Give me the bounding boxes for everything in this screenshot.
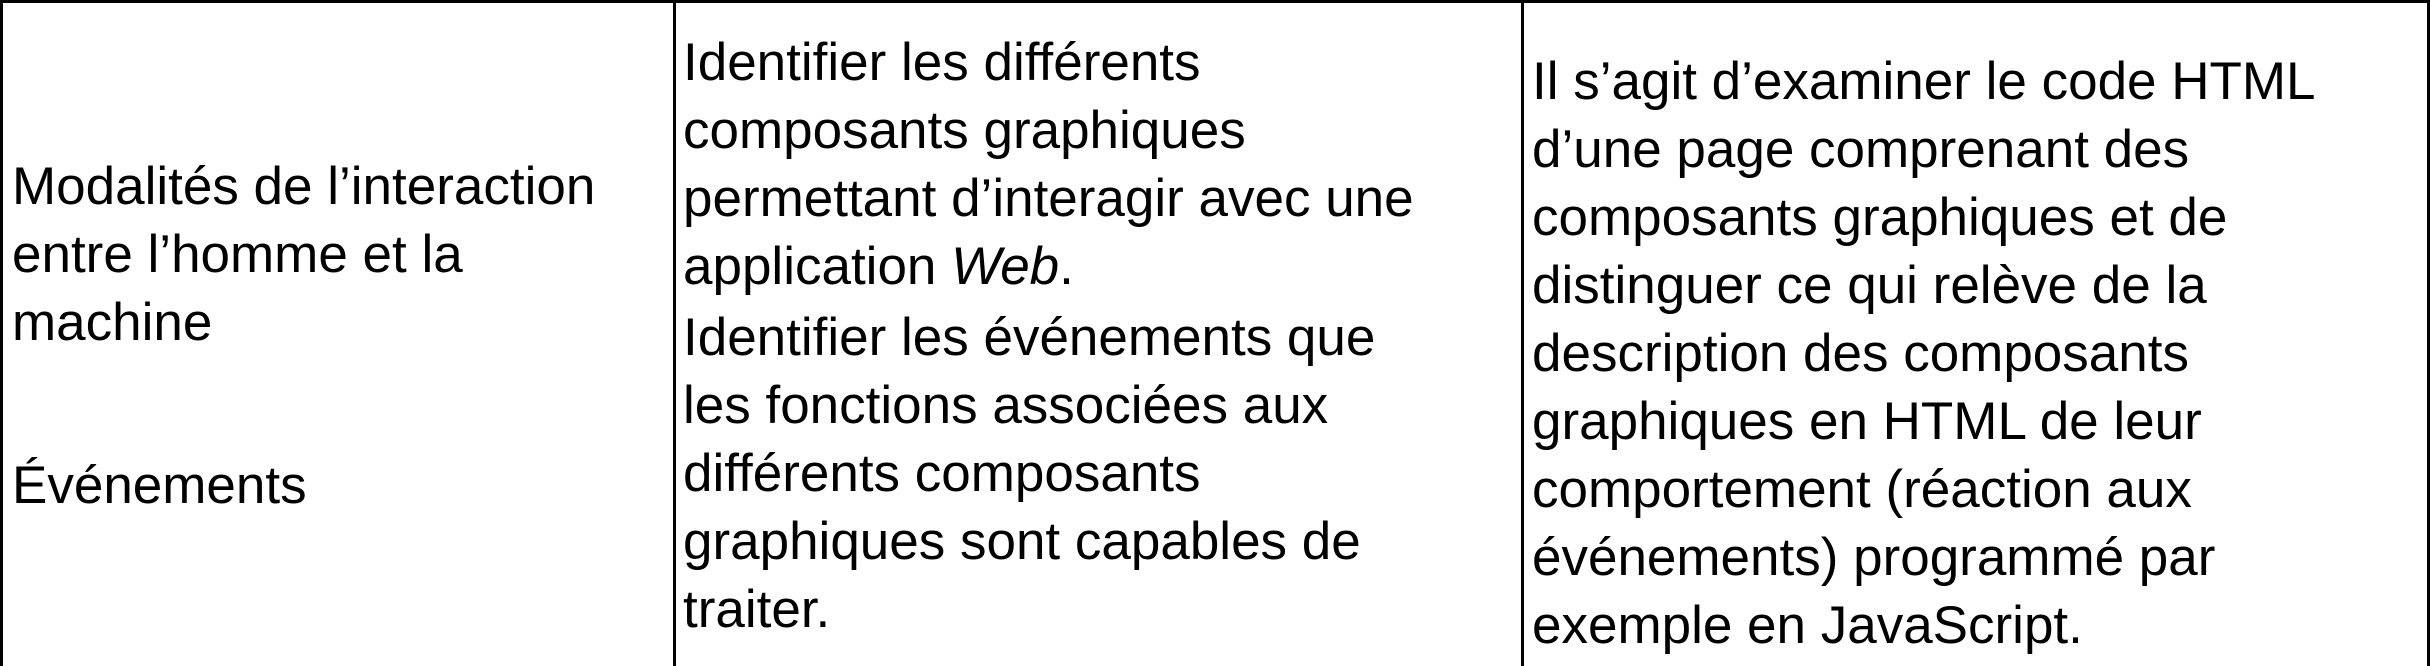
capacity-line: composants graphiques: [683, 101, 1246, 160]
comment-line: distinguer ce qui relève de la: [1532, 256, 2207, 315]
table-cell-topic: [3, 3, 673, 666]
comment-paragraph: [1532, 48, 2316, 660]
capacity-paragraph: [683, 304, 1375, 644]
comment-line: description des composants: [1532, 324, 2189, 383]
topic-text: [12, 153, 595, 357]
sub-topic-text: Événements: [12, 456, 307, 515]
web-emphasis: Web: [951, 237, 1060, 296]
table-cell-comments: [1521, 3, 2427, 666]
table-cell-capacities: [673, 3, 1521, 666]
comment-line: exemple en JavaScript.: [1532, 596, 2083, 655]
comment-line: événements) programmé par: [1532, 528, 2216, 587]
comment-line: Il s’agit d’examiner le code HTML: [1532, 52, 2316, 111]
comment-line: graphiques en HTML de leur: [1532, 392, 2202, 451]
capacity-line: Identifier les événements que: [683, 308, 1376, 367]
capacity-line: graphiques sont capables de: [683, 512, 1361, 571]
capacity-line: application: [683, 237, 952, 296]
capacity-line: Identifier les différents: [683, 33, 1201, 92]
capacity-line: permettant d’interagir avec une: [683, 169, 1414, 228]
topic-line: machine: [12, 293, 213, 352]
comment-line: d’une page comprenant des: [1532, 120, 2190, 179]
capacity-line: différents composants: [683, 444, 1201, 503]
topic-line: entre l’homme et la: [12, 225, 463, 284]
capacity-paragraph: [683, 29, 1414, 301]
capacity-line: les fonctions associées aux: [683, 376, 1329, 435]
topic-line: Modalités de l’interaction: [12, 157, 596, 216]
comment-line: composants graphiques et de: [1532, 188, 2228, 247]
capacity-line-end: .: [1059, 237, 1074, 296]
comment-line: comportement (réaction aux: [1532, 460, 2192, 519]
capacity-line: traiter.: [683, 580, 831, 639]
